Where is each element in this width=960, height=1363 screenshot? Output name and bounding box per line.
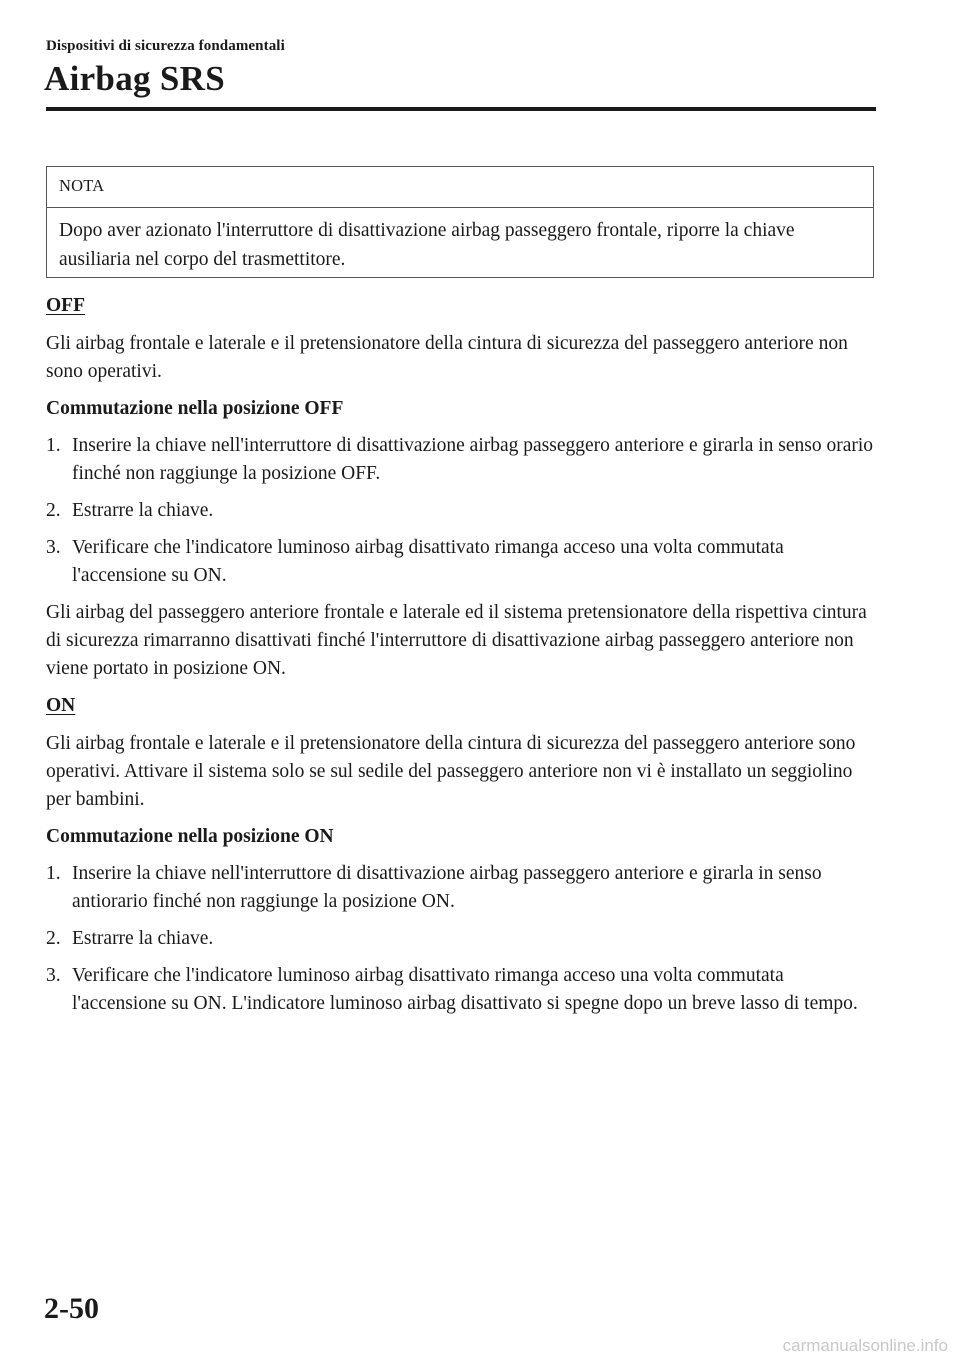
step-number: 3. (46, 537, 61, 558)
step-number: 2. (46, 928, 61, 949)
step-text: Inserire la chiave nell'interruttore di disattivazione airbag passeggero anteriore e girarla in senso orario finché non raggiunge la posizione OFF. (72, 435, 874, 484)
step-number: 1. (46, 863, 61, 884)
off-after-text: Gli airbag del passeggero anteriore frontale e laterale ed il sistema pretensionatore della rispettiva cintura di sicurezza rimarranno disattivati finché l'interruttore di disattivazione airbag passeggero anteriore non viene portato in posizione ON. (46, 602, 867, 679)
off-procedure-title: Commutazione nella posizione OFF (46, 398, 344, 419)
list-item (46, 497, 876, 525)
on-description: Gli airbag frontale e laterale e il pretensionatore della cintura di sicurezza del passeggero anteriore sono operativi. Attivare il sistema solo se sul sedile del passeggero anteriore non vi è installato un seggiolino per bambini. (46, 733, 856, 810)
off-description: Gli airbag frontale e laterale e il pretensionatore della cintura di sicurezza del passeggero anteriore non sono operativi. (46, 333, 848, 382)
on-steps-list (46, 860, 876, 1018)
off-heading: OFF (46, 295, 85, 316)
page-title: Airbag SRS (44, 59, 225, 98)
main-content (46, 292, 876, 1027)
off-steps-list (46, 432, 876, 590)
list-item (46, 925, 876, 953)
watermark: carmanualsonline.info (782, 1336, 948, 1355)
list-item (46, 432, 876, 488)
list-item (46, 534, 876, 590)
note-box (46, 166, 874, 278)
step-text: Estrarre la chiave. (72, 928, 214, 949)
step-text: Estrarre la chiave. (72, 500, 214, 521)
page-number: 2-50 (44, 1292, 99, 1325)
note-text: Dopo aver azionato l'interruttore di disattivazione airbag passeggero frontale, riporre la chiave ausiliaria nel corpo del trasmettitore. (59, 220, 795, 270)
section-label: Dispositivi di sicurezza fondamentali (46, 38, 285, 54)
step-number: 3. (46, 965, 61, 986)
title-rule (46, 107, 876, 111)
note-label: NOTA (47, 167, 873, 208)
list-item (46, 962, 876, 1018)
on-heading: ON (46, 695, 76, 716)
step-number: 1. (46, 435, 61, 456)
step-text: Inserire la chiave nell'interruttore di disattivazione airbag passeggero anteriore e girarla in senso antiorario finché non raggiunge la posizione ON. (72, 863, 822, 912)
step-text: Verificare che l'indicatore luminoso airbag disattivato rimanga acceso una volta commutata l'accensione su ON. (72, 537, 784, 586)
on-procedure-title: Commutazione nella posizione ON (46, 826, 334, 847)
list-item (46, 860, 876, 916)
step-number: 2. (46, 500, 61, 521)
step-text: Verificare che l'indicatore luminoso airbag disattivato rimanga acceso una volta commutata l'accensione su ON. L'indicatore luminoso airbag disattivato si spegne dopo un breve lasso di tempo. (72, 965, 858, 1014)
